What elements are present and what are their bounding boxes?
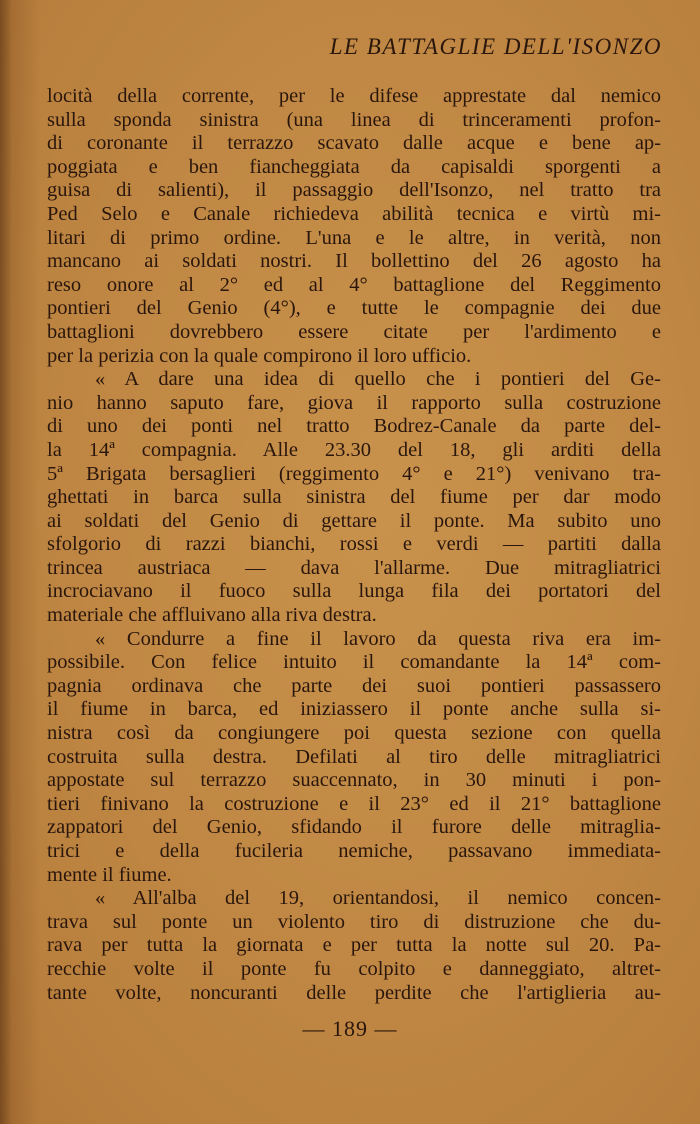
text-line: trincea austriaca — dava l'allarme. Due mitragliatrici xyxy=(47,556,661,579)
text-line: battaglioni dovrebbero essere citate per l'ardimento e xyxy=(47,320,661,343)
text-line: reso onore al 2° ed al 4° battaglione del Reggimento xyxy=(47,273,661,296)
text-line: per la perizia con la quale compirono il loro ufficio. xyxy=(47,344,472,367)
text-line: nistra così da congiungere poi questa sezione con quella xyxy=(47,722,661,745)
text-line: pagnia ordinava che parte dei suoi pontieri passassero xyxy=(47,674,661,697)
text-line: pontieri del Genio (4°), e tutte le compagnie dei due xyxy=(47,297,661,320)
paragraph-first-line: « Condurre a fine il lavoro da questa riva era im- xyxy=(95,627,661,650)
text-line: ai soldati del Genio di gettare il ponte. Ma subito uno xyxy=(47,509,661,532)
text-line: nio hanno saputo fare, giova il rapporto sulla costruzione xyxy=(47,391,661,414)
text-line: di uno dei ponti nel tratto Bodrez-Canale da parte del- xyxy=(47,415,661,438)
page-number: — 189 — xyxy=(302,1016,398,1041)
paragraph-first-line: « All'alba del 19, orientandosi, il nemico concen- xyxy=(95,887,661,910)
text-line: costruita sulla destra. Defilati al tiro delle mitragliatrici xyxy=(47,745,661,768)
text-line: locità della corrente, per le difese apprestate dal nemico xyxy=(47,85,661,107)
running-header: LE BATTAGLIE DELL'ISONZO xyxy=(329,34,662,59)
text-line: rava per tutta la giornata e per tutta la notte sul 20. Pa- xyxy=(47,934,661,957)
text-line: Ped Selo e Canale richiedeva abilità tecnica e virtù mi- xyxy=(47,202,661,225)
text-line: recchie volte il ponte fu colpito e danneggiato, altret- xyxy=(47,957,661,980)
text-line: trici e della fucileria nemiche, passavano immediata- xyxy=(47,840,661,862)
body-text xyxy=(47,85,661,1005)
text-line: guisa di salienti), il passaggio dell'Isonzo, nel tratto tra xyxy=(47,179,661,202)
text-line: tieri finivano la costruzione e il 23° ed il 21° battaglione xyxy=(47,792,661,815)
text-line: mancano ai soldati nostri. Il bollettino del 26 agosto ha xyxy=(47,250,661,273)
text-line: materiale che affluivano alla riva destra. xyxy=(47,604,377,627)
text-line: ghettati in barca sulla sinistra del fiume per dar modo xyxy=(47,486,661,509)
text-line: zappatori del Genio, sfidando il furore delle mitraglia- xyxy=(47,816,661,839)
text-line: sulla sponda sinistra (una linea di trinceramenti profon- xyxy=(47,108,661,131)
text-line: appostate sul terrazzo suaccennato, in 30 minuti i pon- xyxy=(47,769,661,792)
text-line: possibile. Con felice intuito il comandante la 14ª com- xyxy=(47,651,661,674)
text-line: sfolgorio di razzi bianchi, rossi e verdi — partiti dalla xyxy=(47,533,661,556)
text-line: poggiata e ben fiancheggiata da capisaldi sporgenti a xyxy=(47,155,661,178)
text-line: 5ª Brigata bersaglieri (reggimento 4° e 21°) venivano tra- xyxy=(47,462,661,485)
text-line: di coronante il terrazzo scavato dalle acque e bene ap- xyxy=(47,132,661,155)
paragraph-first-line: « A dare una idea di quello che i pontieri del Ge- xyxy=(95,368,661,391)
text-line: litari di primo ordine. L'una e le altre, in verità, non xyxy=(47,226,661,249)
text-line: trava sul ponte un violento tiro di distruzione che du- xyxy=(47,910,661,933)
text-line: il fiume in barca, ed iniziassero il ponte anche sulla si- xyxy=(47,698,661,721)
text-line: mente il fiume. xyxy=(47,863,172,886)
text-line: tante volte, noncuranti delle perdite che l'artiglieria au- xyxy=(47,981,661,1004)
text-line: la 14ª compagnia. Alle 23.30 del 18, gli arditi della xyxy=(47,438,661,461)
text-line: incrociavano il fuoco sulla lunga fila dei portatori del xyxy=(47,580,661,603)
